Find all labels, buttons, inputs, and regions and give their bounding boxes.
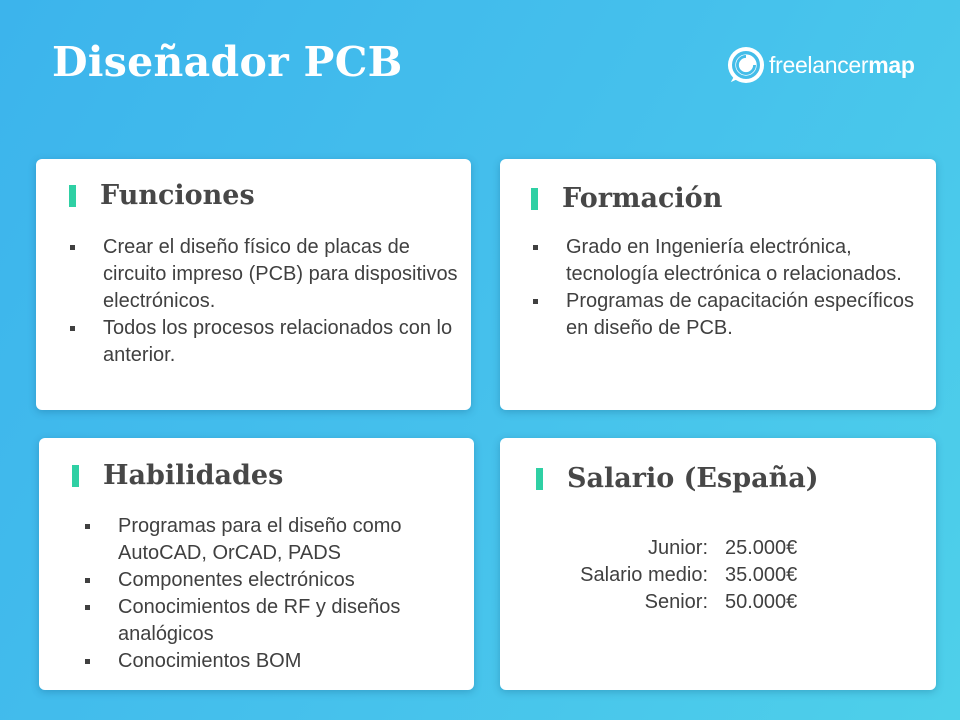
salary-label: Junior: xyxy=(647,537,708,559)
salary-value: 50.000€ xyxy=(725,591,798,613)
accent-bar xyxy=(69,185,76,207)
accent-bar xyxy=(536,468,543,490)
card-formacion-title: Formación xyxy=(562,183,723,214)
freelancermap-logo xyxy=(727,44,915,86)
salary-table xyxy=(560,535,797,616)
page-title: Diseñador PCB xyxy=(52,38,403,86)
logo-text-light: freelancer xyxy=(769,51,869,78)
salary-row-junior xyxy=(560,535,797,562)
card-habilidades-header xyxy=(72,460,283,491)
freelancermap-logo-icon xyxy=(727,46,765,84)
salary-value: 25.000€ xyxy=(725,537,798,559)
list-item: Conocimientos BOM xyxy=(85,648,465,675)
salary-label: Senior: xyxy=(644,591,708,613)
card-habilidades xyxy=(39,438,474,690)
accent-bar xyxy=(72,465,79,487)
list-item: Grado en Ingeniería electrónica, tecnología electrónica o relacionados. xyxy=(533,234,928,288)
card-funciones xyxy=(36,159,471,410)
card-salario xyxy=(500,438,936,690)
logo-text-bold: map xyxy=(868,51,915,78)
card-funciones-header xyxy=(69,180,255,211)
card-formacion-header xyxy=(531,183,722,214)
list-item: Crear el diseño físico de placas de circuito impreso (PCB) para dispositivos electrónicos. xyxy=(70,234,460,315)
salary-value: 35.000€ xyxy=(725,564,798,586)
formacion-list xyxy=(533,234,928,342)
accent-bar xyxy=(531,188,538,210)
logo-wordmark xyxy=(769,52,915,79)
list-item: Conocimientos de RF y diseños analógicos xyxy=(85,594,465,648)
salary-label: Salario medio: xyxy=(580,564,708,586)
card-salario-title: Salario (España) xyxy=(567,463,819,494)
salary-row-senior xyxy=(560,589,797,616)
list-item: Programas para el diseño como AutoCAD, OrCAD, PADS xyxy=(85,513,465,567)
card-salario-header xyxy=(536,463,818,494)
list-item: Componentes electrónicos xyxy=(85,567,465,594)
salary-row-medio xyxy=(560,562,797,589)
list-item: Programas de capacitación específicos en diseño de PCB. xyxy=(533,288,928,342)
card-formacion xyxy=(500,159,936,410)
list-item: Todos los procesos relacionados con lo anterior. xyxy=(70,315,460,369)
funciones-list xyxy=(70,234,460,369)
card-funciones-title: Funciones xyxy=(100,180,255,211)
habilidades-list xyxy=(85,513,465,675)
card-habilidades-title: Habilidades xyxy=(103,460,284,491)
